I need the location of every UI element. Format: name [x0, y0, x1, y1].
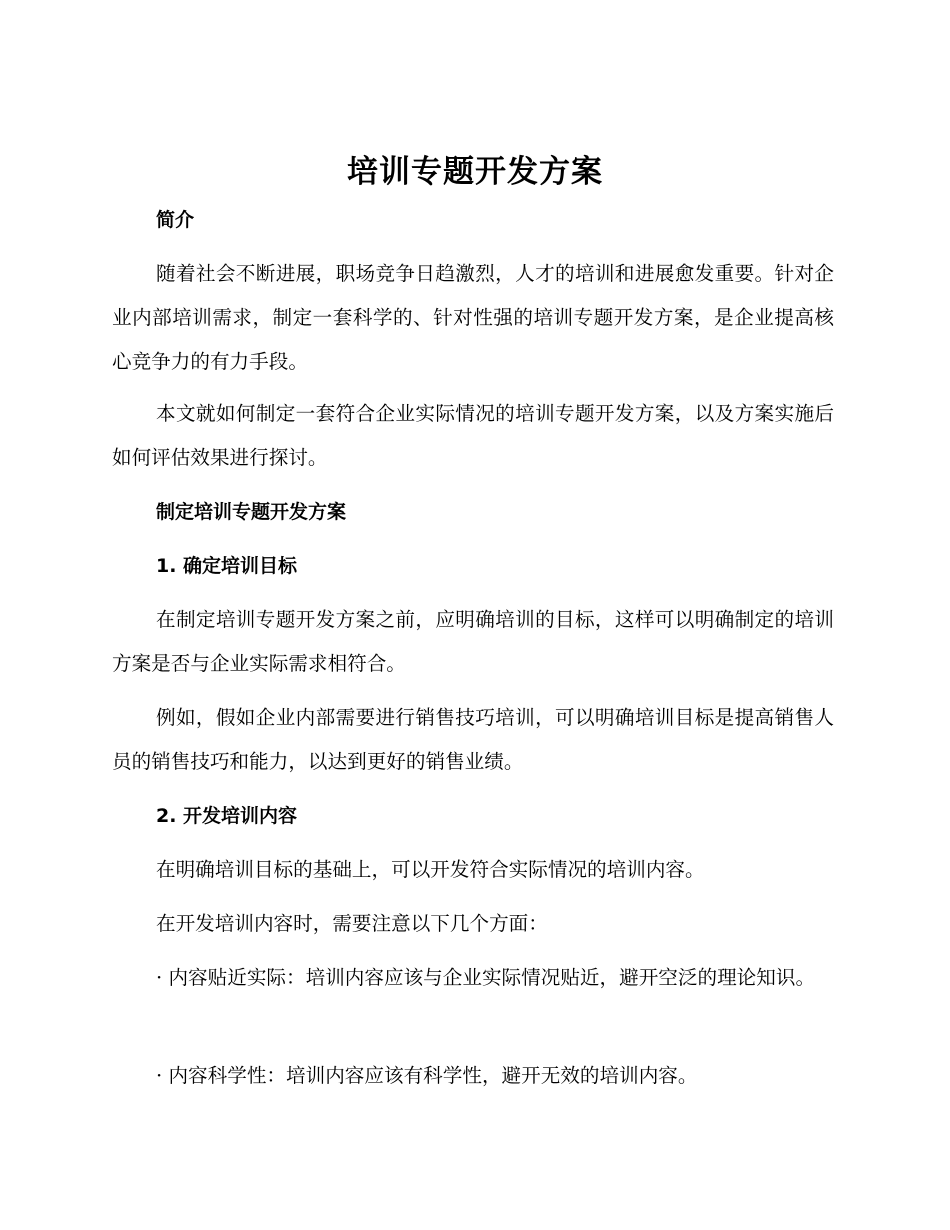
- section-heading-intro: 简介: [156, 209, 195, 231]
- paragraph-step-2-a: 在明确培训目标的基础上，可以开发符合实际情况的培训内容。: [156, 858, 705, 881]
- paragraph-step-2-b: 在开发培训内容时，需要注意以下几个方面：: [156, 912, 548, 935]
- paragraph-step-1-b: 例如，假如企业内部需要进行销售技巧培训，可以明确培训目标是提高销售人员的销售技巧和能力，以达到更好的销售业绩。: [112, 706, 834, 773]
- document-title: 培训专题开发方案: [347, 154, 603, 190]
- bullet-item-2: · 内容科学性：培训内容应该有科学性，避开无效的培训内容。: [156, 1064, 698, 1087]
- subheading-step-1: 1. 确定培训目标: [156, 555, 298, 577]
- subheading-step-2: 2. 开发培训内容: [156, 805, 298, 827]
- bullet-item-1: · 内容贴近实际：培训内容应该与企业实际情况贴近，避开空泛的理论知识。: [156, 966, 816, 989]
- section-heading-plan: 制定培训专题开发方案: [156, 501, 347, 523]
- paragraph-intro-2: 本文就如何制定一套符合企业实际情况的培训专题开发方案，以及方案实施后如何评估效果进行探讨。: [112, 402, 834, 469]
- paragraph-intro-1: 随着社会不断进展，职场竞争日趋激烈，人才的培训和进展愈发重要。针对企业内部培训需求，制定一套科学的、针对性强的培训专题开发方案，是企业提高核心竞争力的有力手段。: [112, 262, 834, 373]
- paragraph-step-1-a: 在制定培训专题开发方案之前，应明确培训的目标，这样可以明确制定的培训方案是否与企业实际需求相符合。: [112, 608, 834, 675]
